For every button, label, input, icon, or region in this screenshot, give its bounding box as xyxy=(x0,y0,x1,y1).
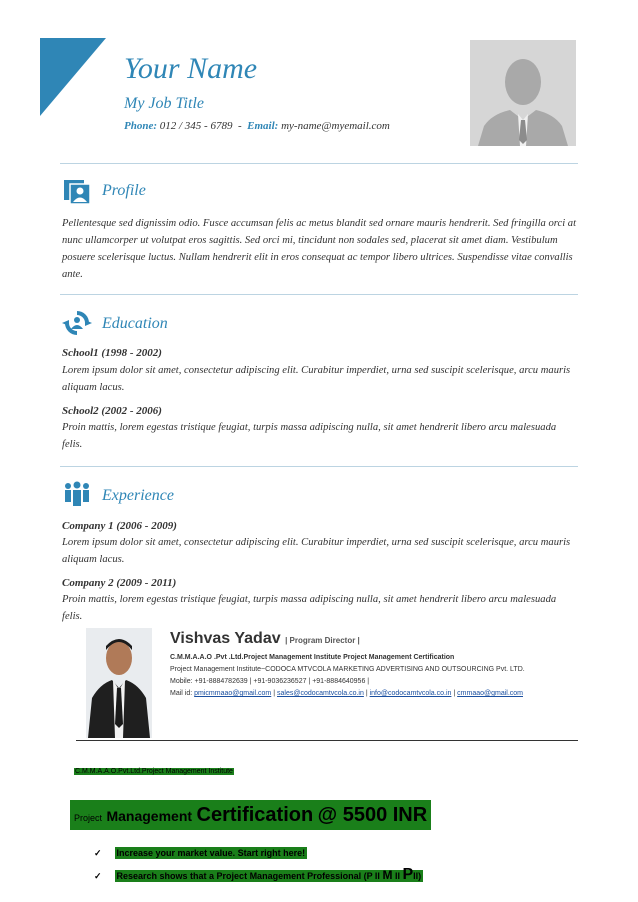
mail-link-1[interactable]: pmicmmaao@gmail.com xyxy=(194,690,272,697)
mail-link-2[interactable]: sales@codocamtvcola.co.in xyxy=(277,690,364,697)
profile-icon xyxy=(62,176,92,206)
experience-icon xyxy=(62,480,92,510)
card-mail-line xyxy=(170,690,523,697)
corner-accent xyxy=(40,38,106,116)
profile-photo-placeholder xyxy=(470,40,576,146)
contact-separator: - xyxy=(237,120,242,132)
profile-text: Pellentesque sed dignissim odio. Fusce accumsan felis ac metus blandit sed ornare mauris hendrerit. Sed fringilla orci at nunc ullamcorper ut volutpat eros sagittis. Sed orci mi, tincidunt non sodales sed, placerat sit amet diam. Vestibulum posuere scelerisque luctus. Nullam hendrerit elit in eros consequat ac tempor libero ultrices. Suspendisse vitae convallis ante. xyxy=(62,218,577,280)
check-icon: ✓ xyxy=(94,871,102,881)
mail-separator: | xyxy=(273,690,276,697)
mail-label: Mail id: xyxy=(170,690,193,697)
education-icon xyxy=(62,308,92,338)
contact-line xyxy=(124,120,390,132)
business-card xyxy=(80,622,578,740)
bullet2-part: P xyxy=(402,866,414,883)
mail-link-4[interactable]: cmmaao@gmail.com xyxy=(457,690,523,697)
company2-heading: Company 2 (2009 - 2011) xyxy=(62,577,177,589)
bullet-item xyxy=(94,848,307,859)
cert-word-management: Management xyxy=(106,808,193,824)
cert-price: @ 5500 INR xyxy=(317,804,428,826)
divider xyxy=(60,294,578,295)
job-title: My Job Title xyxy=(124,95,204,112)
school2-text: Proin mattis, lorem egestas tristique feugiat, turpis massa adipiscing nulla, sit amet hendrerit libero arcu malesuada felis. xyxy=(62,422,557,450)
mail-separator: | xyxy=(453,690,456,697)
card-mobile-line: Mobile: +91-8884782639 | +91-9036236527 | +91-8884640956 | xyxy=(170,678,370,685)
divider xyxy=(60,163,578,164)
check-icon: ✓ xyxy=(94,848,102,858)
school1-text: Lorem ipsum dolor sit amet, consectetur adipiscing elit. Curabitur imperdiet, urna sed suscipit scelerisque, arcu mauris aliquam lacus. xyxy=(62,365,571,393)
card-company-line: C.M.M.A.A.O .Pvt .Ltd.Project Management Institute Project Management Certification xyxy=(170,654,455,661)
mail-link-3[interactable]: info@codocamtvcola.co.in xyxy=(369,690,452,697)
phone-value: 012 / 345 - 6789 xyxy=(159,120,233,132)
card-role: | Program Director | xyxy=(285,636,360,645)
bullet2-part: II) xyxy=(413,871,422,881)
bullet2-part: II xyxy=(394,871,400,881)
person-photo xyxy=(86,628,152,738)
email-label: Email: xyxy=(247,120,279,132)
company1-heading: Company 1 (2006 - 2009) xyxy=(62,520,177,532)
certification-banner xyxy=(70,800,431,830)
bullet2-part: Research shows that a Project Management Professional ( xyxy=(116,871,367,881)
company1-text: Lorem ipsum dolor sit amet, consectetur adipiscing elit. Curabitur imperdiet, urna sed suscipit scelerisque, arcu mauris aliquam lacus. xyxy=(62,537,571,565)
phone-label: Phone: xyxy=(124,120,157,132)
mail-separator: | xyxy=(365,690,368,697)
card-person-name: Vishvas Yadav xyxy=(170,630,281,647)
education-title: Education xyxy=(102,315,168,332)
cert-word-certification: Certification xyxy=(196,804,314,826)
bullet-text xyxy=(115,866,424,883)
divider xyxy=(60,466,578,467)
card-divider xyxy=(76,740,578,741)
profile-title: Profile xyxy=(102,182,146,199)
company2-text: Proin mattis, lorem egestas tristique feugiat, turpis massa adipiscing nulla, sit amet hendrerit libero arcu malesuada felis. xyxy=(62,594,557,622)
bullet-text: Increase your market value. Start right here! xyxy=(116,848,306,858)
email-value: my-name@myemail.com xyxy=(281,120,390,132)
institute-label: C.M.M.A.A.O.Pvt.Ltd.Project Management Institute xyxy=(75,768,233,775)
school2-heading: School2 (2002 - 2006) xyxy=(62,405,162,417)
bullet2-part: P II xyxy=(366,871,380,881)
resume-name: Your Name xyxy=(124,52,258,85)
cert-word-project: Project xyxy=(74,813,103,823)
bullet2-part: M xyxy=(382,868,393,882)
school1-heading: School1 (1998 - 2002) xyxy=(62,347,162,359)
experience-title: Experience xyxy=(102,487,174,504)
bullet-item xyxy=(94,866,423,884)
card-name xyxy=(170,630,360,648)
card-affiliation-line: Project Management Institute~CODOCA MTVCOLA MARKETING ADVERTISING AND OUTSOURCING Pvt. LTD. xyxy=(170,666,525,673)
